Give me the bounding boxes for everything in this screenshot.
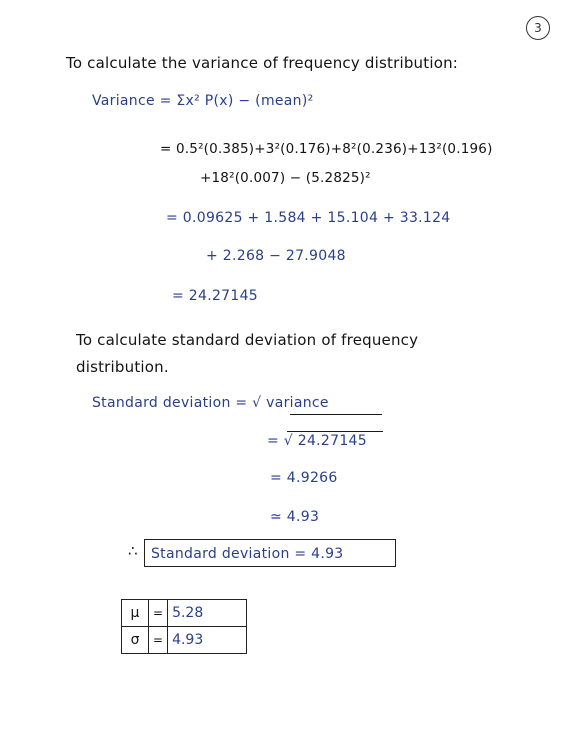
variance-step1-line1: = 0.5²(0.385)+3²(0.176)+8²(0.236)+13²(0.196) xyxy=(160,141,493,157)
equals-sign: = xyxy=(149,627,168,654)
sd-value: 4.93 xyxy=(168,627,247,654)
conclusion-box xyxy=(144,539,396,567)
sqrt-bar xyxy=(290,414,382,415)
sd-step1: = √ 24.27145 xyxy=(267,433,367,449)
sd-step2: = 4.9266 xyxy=(270,470,338,486)
variance-result: = 24.27145 xyxy=(172,288,258,304)
page-number: 3 xyxy=(526,16,550,40)
conclusion-text: Standard deviation = 4.93 xyxy=(151,546,344,562)
sd-step3: ≃ 4.93 xyxy=(270,509,320,525)
equals-sign: = xyxy=(149,600,168,627)
variance-heading: To calculate the variance of frequency distribution: xyxy=(66,54,459,72)
summary-table xyxy=(121,599,247,654)
sd-heading-line1: To calculate standard deviation of frequency xyxy=(76,331,419,349)
sqrt-bar-2 xyxy=(287,431,383,432)
sd-heading-line2: distribution. xyxy=(76,358,169,376)
variance-step1-line2: +18²(0.007) − (5.2825)² xyxy=(200,170,371,186)
mean-symbol: μ xyxy=(122,600,149,627)
table-row xyxy=(122,627,247,654)
variance-step2-line1: = 0.09625 + 1.584 + 15.104 + 33.124 xyxy=(166,210,451,226)
variance-step2-line2: + 2.268 − 27.9048 xyxy=(206,248,346,264)
table-row xyxy=(122,600,247,627)
sd-formula: Standard deviation = √ variance xyxy=(92,395,329,411)
sd-symbol: σ xyxy=(122,627,149,654)
mean-value: 5.28 xyxy=(168,600,247,627)
variance-formula: Variance = Σx² P(x) − (mean)² xyxy=(92,93,314,109)
therefore-symbol: ∴ xyxy=(128,542,138,560)
